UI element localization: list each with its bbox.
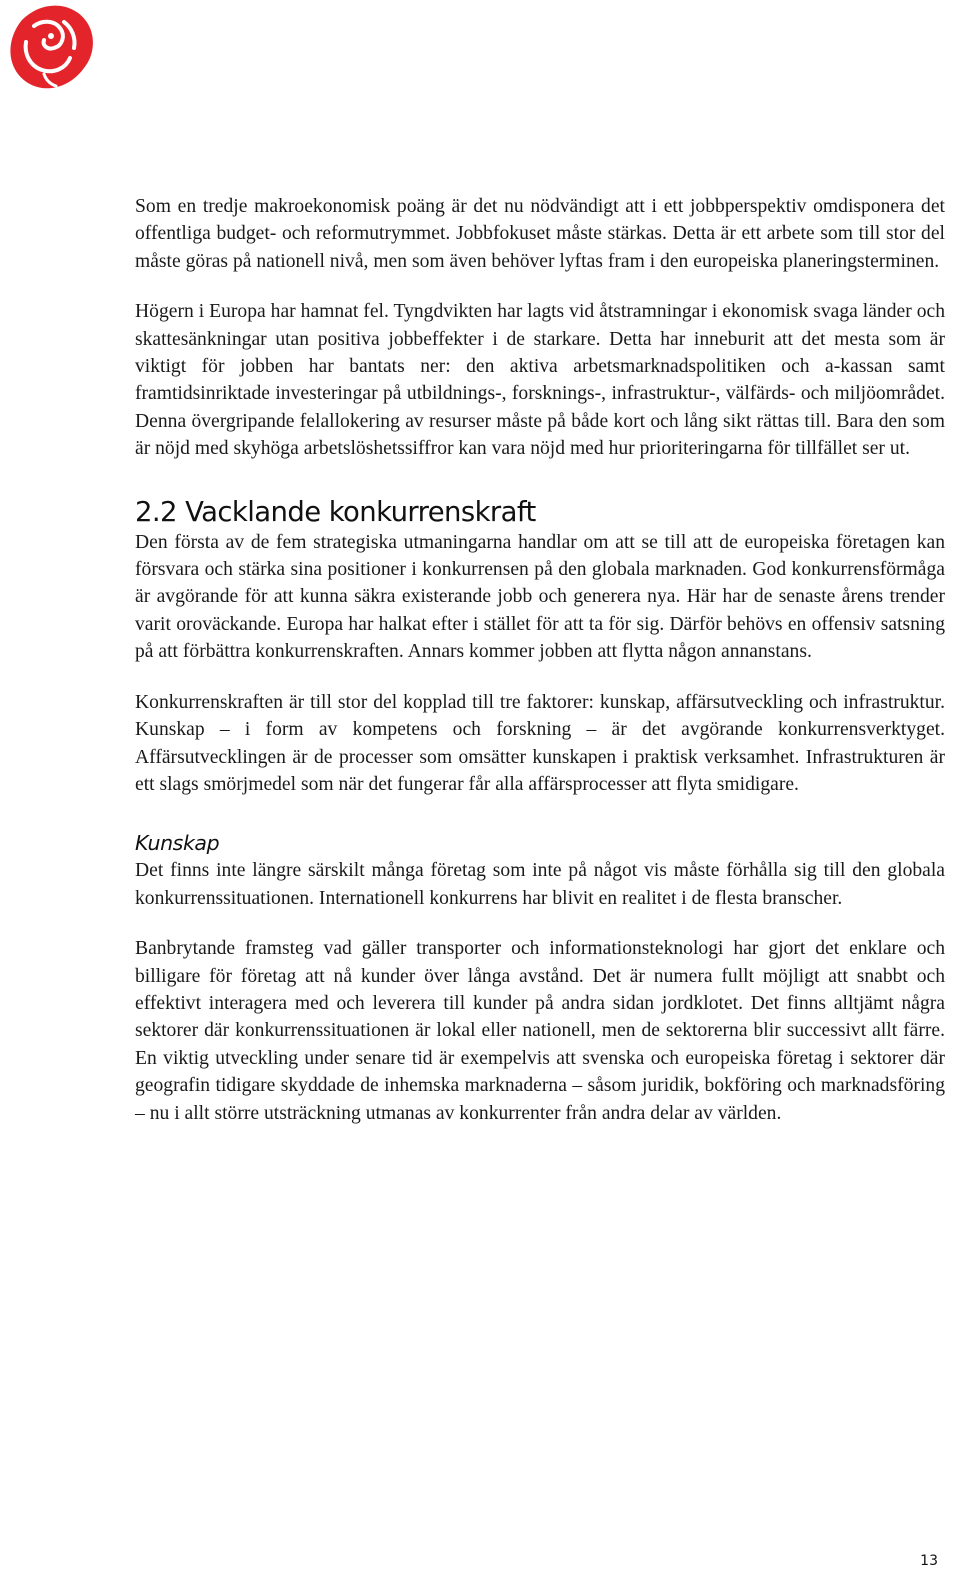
page-number: 13 xyxy=(920,1553,938,1569)
paragraph-konkurrenskraften: Konkurrenskraften är till stor del kopplad till tre faktorer: kunskap, affärsutveckling och infrastruktur. Kunskap – i form av kompetens och forskning – är det avgörande konkurrensverktyget. Affärsutvecklingen är de processer som omsätter kunskapen i praktisk verksamhet. Infrastrukturen är ett slags smörjmedel som när det fungerar får alla affärsprocesser att flyta smidigare. xyxy=(135,691,945,795)
paragraph-jobbperspektiv: Som en tredje makroekonomisk poäng är det nu nödvändigt att i ett jobbperspektiv omdisponera det offentliga budget- och reformutrymmet. Jobbfokuset måste stärkas. Detta är ett arbete som till stor del måste göras på nationell nivå, men som även behöver lyftas fram i den europeiska planeringsterminen. xyxy=(135,196,945,272)
paragraph-banbrytande-framsteg: Banbrytande framsteg vad gäller transporter och informationsteknologi har gjort det enklare och billigare för företag att nå kunder över långa avstånd. Det är numera fullt möjligt att snabbt och effektivt interagera med och leverera till kunder på andra sidan jordklotet. Det finns alltjämt några sektorer där konkurrenssituationen är lokal eller nationell, men de sektorerna blir successivt allt färre. En viktig utveckling under senare tid är exempelvis att svenska och europeiska företag i sektorer där geografin tidigare skyddade de inhemska marknaderna – såsom juridik, bokföring och marknadsföring – nu i allt större utsträckning utmanas av konkurrenter från andra delar av världen. xyxy=(135,938,945,1124)
rose-logo-icon xyxy=(4,2,96,94)
document-body xyxy=(135,193,945,1127)
section-heading: 2.2 Vacklande konkurrenskraft xyxy=(135,495,536,528)
paragraph-hogern-i-europa: Högern i Europa har hamnat fel. Tyngdvikten har lagts vid åtstramningar i ekonomisk svaga länder och skattesänkningar utan positiva jobbeffekter i de starkare. Detta har inneburit att det mesta som är viktigt för jobben har bantats ner: den aktiva arbetsmarknadspolitiken och a-kassan samt framtidsinriktade investeringar på utbildnings-, forsknings-, infrastruktur-, välfärds- och miljöområdet. Denna övergripande felallokering av resurser måste på både kort och lång sikt rättas till. Bara den som är nöjd med skyhöga arbetslöshetssiffror kan vara nöjd med hur prioriteringarna för tillfället ser ut. xyxy=(135,301,945,460)
subsection-heading: Kunskap xyxy=(135,831,220,856)
paragraph-strategiska-utmaningar: Den första av de fem strategiska utmaningarna handlar om att se till att de europeiska företagen kan försvara och stärka sina positioner i konkurrensen på den globala marknaden. God konkurrensförmåga är avgörande för att kunna säkra existerande jobb och generera nya. Här har de senaste årens trender varit oroväckande. Europa har halkat efter i stället för att ta för sig. Därför behövs en offensiv satsning på att förbättra konkurrenskraften. Annars kommer jobben att flytta någon annanstans. xyxy=(135,531,945,663)
paragraph-global-konkurrens: Det finns inte längre särskilt många företag som inte på något vis måste förhålla sig till den globala konkurrenssituationen. Internationell konkurrens har blivit en realitet i de flesta branscher. xyxy=(135,860,945,909)
